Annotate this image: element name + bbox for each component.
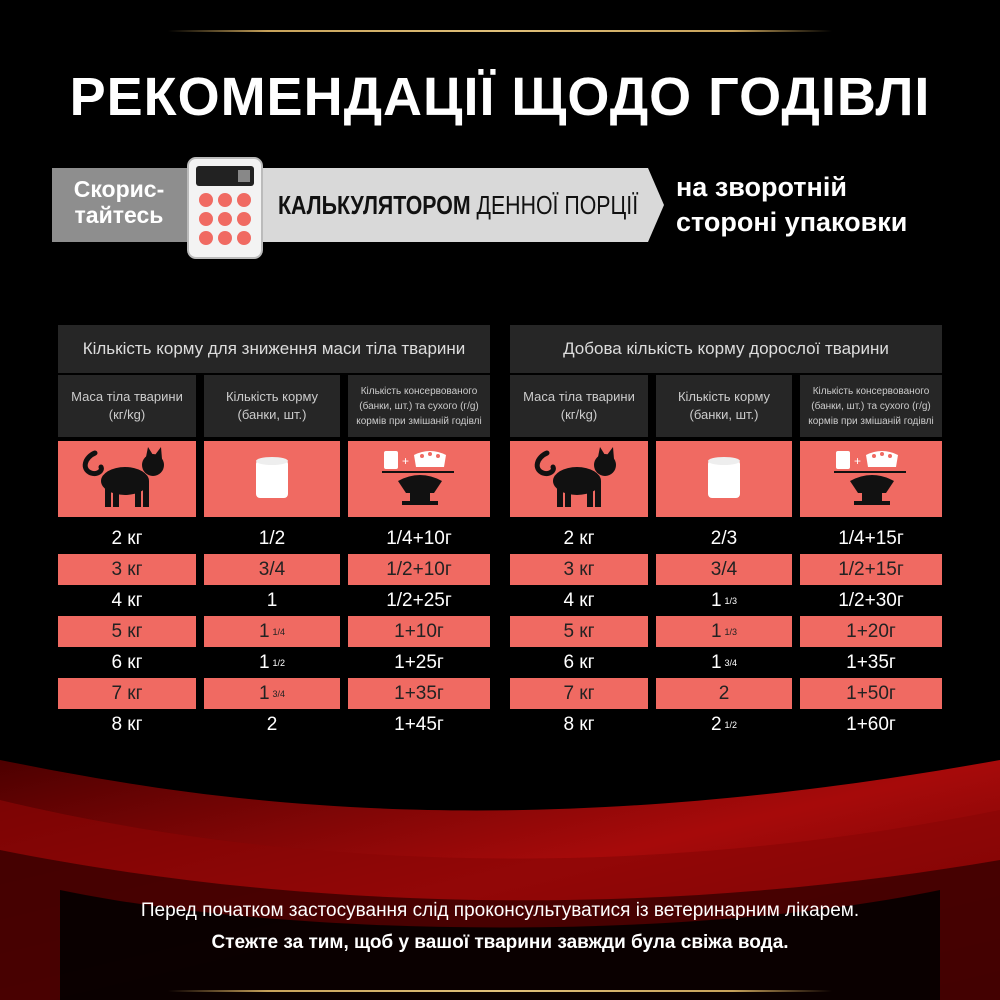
cell-body-mass	[58, 647, 196, 678]
cell-value: 3/4	[710, 558, 738, 580]
column-header-text: Кількість корму	[225, 389, 319, 404]
cat-icon-cell	[510, 441, 648, 517]
cell-value: 1/2+30г	[838, 589, 904, 611]
cell-value: 2	[266, 713, 278, 735]
banner-back-line2: стороні упаковки	[676, 207, 908, 237]
table-header: Добова кількість корму дорослої тварини	[510, 325, 942, 373]
column-header-text: Маса тіла тварини	[71, 389, 183, 404]
cell-value: 2 кг	[563, 527, 595, 549]
weight-loss-table	[58, 325, 490, 735]
cell-cans	[204, 647, 340, 678]
cell-body-mass	[510, 554, 648, 585]
column-header-text: (кг/kg)	[108, 407, 146, 422]
cell-value: 6 кг	[563, 651, 595, 673]
cell-value: 1/2+25г	[386, 589, 452, 611]
cell-value: 8 кг	[111, 713, 143, 735]
column-header-mixed	[800, 375, 942, 437]
table-row	[510, 709, 942, 740]
cell-value: 1+25г	[394, 651, 444, 673]
cell-value: 1+10г	[394, 620, 444, 642]
cell-body-mass	[58, 554, 196, 585]
cell-value: 8 кг	[563, 713, 595, 735]
cell-mixed-feeding	[348, 585, 490, 616]
cell-value: 4 кг	[111, 589, 143, 611]
table-row	[510, 523, 942, 554]
cell-mixed-feeding	[800, 585, 942, 616]
cell-value: 1+35г	[394, 682, 444, 704]
cell-mixed-feeding	[348, 709, 490, 740]
can-icon	[252, 456, 292, 502]
cell-cans	[656, 616, 792, 647]
red-swoosh-decoration	[0, 740, 1000, 1000]
table-row	[58, 616, 490, 647]
cell-value: 2/3	[710, 527, 738, 549]
cell-value: 1+50г	[846, 682, 896, 704]
cell-body-mass	[510, 616, 648, 647]
cell-body-mass	[58, 585, 196, 616]
vet-consult-note: Перед початком застосування слід проконсультуватися із ветеринарним лікарем.	[140, 900, 860, 921]
banner-use-line2: тайтесь	[74, 202, 164, 228]
cell-value: 1	[710, 589, 722, 611]
table-row	[510, 616, 942, 647]
can-and-bowl-icon-cell	[800, 441, 942, 517]
cell-value: 2 кг	[111, 527, 143, 549]
cell-cans	[656, 554, 792, 585]
cell-value: 1/4+10г	[386, 527, 452, 549]
table-row	[58, 554, 490, 585]
column-header-text: Кількість корму	[677, 389, 771, 404]
cell-value: 3/4	[258, 558, 286, 580]
cell-cans	[656, 709, 792, 740]
cell-mixed-feeding	[348, 616, 490, 647]
cell-value: 2	[710, 713, 722, 735]
cell-value: 2	[718, 682, 730, 704]
cell-value: 3 кг	[111, 558, 143, 580]
cell-mixed-feeding	[348, 678, 490, 709]
cell-body-mass	[510, 678, 648, 709]
cell-cans	[204, 678, 340, 709]
column-header-cans	[204, 375, 340, 437]
cat-icon	[77, 447, 177, 511]
cell-value: 5 кг	[111, 620, 143, 642]
banner-calculator-text	[278, 190, 638, 221]
column-header-text: (банки, шт.) та сухого (г/g)	[359, 400, 479, 412]
column-header-mass	[510, 375, 648, 437]
column-header-text: (банки, шт.) та сухого (г/g)	[811, 400, 931, 412]
banner-calculator-regular: ДЕННОЇ ПОРЦІЇ	[470, 190, 639, 220]
column-header-text: Маса тіла тварини	[523, 389, 635, 404]
cell-value: 1+35г	[846, 651, 896, 673]
table-row	[58, 523, 490, 554]
cell-value: 1	[258, 620, 270, 642]
cell-cans	[656, 678, 792, 709]
column-header-text: кормів при змішаній годівлі	[356, 415, 482, 427]
cell-value: 1/4+15г	[838, 527, 904, 549]
can-icon-cell	[656, 441, 792, 517]
table-row	[58, 647, 490, 678]
banner-use-line1: Скорис-	[73, 176, 165, 202]
cell-value: 7 кг	[563, 682, 595, 704]
cell-body-mass	[58, 709, 196, 740]
cell-value: 5 кг	[563, 620, 595, 642]
cell-value: 7 кг	[111, 682, 143, 704]
cell-body-mass	[510, 523, 648, 554]
table-row	[510, 585, 942, 616]
cell-fraction: 1/2	[272, 657, 286, 668]
table-row	[510, 647, 942, 678]
can-and-bowl-icon-cell	[348, 441, 490, 517]
banner-calculator-bold: КАЛЬКУЛЯТОРОМ	[278, 190, 471, 220]
cell-cans	[656, 585, 792, 616]
cell-cans	[656, 523, 792, 554]
cell-value: 1+20г	[846, 620, 896, 642]
cell-mixed-feeding	[800, 616, 942, 647]
column-header-text: (банки, шт.)	[237, 407, 307, 422]
column-header-text: кормів при змішаній годівлі	[808, 415, 934, 427]
column-header-text: (кг/kg)	[560, 407, 598, 422]
calculator-icon	[186, 156, 264, 260]
can-and-bowl-icon	[826, 447, 916, 511]
cell-mixed-feeding	[800, 678, 942, 709]
cell-value: 1	[266, 589, 278, 611]
cell-mixed-feeding	[800, 647, 942, 678]
daily-amount-table	[510, 325, 942, 735]
cell-value: 1/2	[258, 527, 286, 549]
cell-value: 1	[710, 651, 722, 673]
svg-text:+: +	[402, 454, 410, 468]
column-header-text: Кількість консервованого	[360, 385, 478, 397]
cell-fraction: 3/4	[724, 657, 738, 668]
cat-icon-cell	[58, 441, 196, 517]
fresh-water-note: Стежте за тим, щоб у вашої тварини завжди була свіжа вода.	[211, 932, 789, 953]
can-icon-cell	[204, 441, 340, 517]
cell-body-mass	[510, 647, 648, 678]
cell-body-mass	[510, 585, 648, 616]
svg-text:+: +	[854, 454, 862, 468]
cell-body-mass	[58, 678, 196, 709]
cell-value: 6 кг	[111, 651, 143, 673]
cell-fraction: 1/3	[724, 595, 738, 606]
column-header-text: Кількість консервованого	[812, 385, 930, 397]
column-header-mass	[58, 375, 196, 437]
banner-back-line1: на зворотній	[676, 172, 847, 202]
cell-mixed-feeding	[800, 554, 942, 585]
cell-cans	[204, 554, 340, 585]
banner-back-side-text	[676, 170, 907, 240]
can-icon	[704, 456, 744, 502]
cell-cans	[204, 585, 340, 616]
table-header: Кількість корму для зниження маси тіла тварини	[58, 325, 490, 373]
cell-value: 4 кг	[563, 589, 595, 611]
cell-mixed-feeding	[348, 554, 490, 585]
cell-mixed-feeding	[800, 523, 942, 554]
cell-cans	[204, 709, 340, 740]
cell-body-mass	[510, 709, 648, 740]
cell-fraction: 3/4	[272, 688, 286, 699]
bottom-gold-divider	[168, 990, 832, 992]
cell-value: 1+45г	[394, 713, 444, 735]
page-title: РЕКОМЕНДАЦІЇ ЩОДО ГОДІВЛІ	[69, 67, 931, 127]
column-header-mixed	[348, 375, 490, 437]
cell-mixed-feeding	[348, 523, 490, 554]
column-header-text: (банки, шт.)	[689, 407, 759, 422]
column-header-cans	[656, 375, 792, 437]
cell-mixed-feeding	[800, 709, 942, 740]
cell-body-mass	[58, 616, 196, 647]
table-row	[510, 678, 942, 709]
cell-value: 1+60г	[846, 713, 896, 735]
table-row	[58, 585, 490, 616]
cat-icon	[529, 447, 629, 511]
banner-use-text	[64, 176, 174, 228]
table-row	[510, 554, 942, 585]
can-and-bowl-icon	[374, 447, 464, 511]
top-gold-divider	[168, 30, 832, 32]
cell-value: 1	[710, 620, 722, 642]
cell-cans	[656, 647, 792, 678]
cell-body-mass	[58, 523, 196, 554]
cell-fraction: 1/3	[724, 626, 738, 637]
cell-cans	[204, 523, 340, 554]
table-row	[58, 678, 490, 709]
cell-mixed-feeding	[348, 647, 490, 678]
cell-value: 1/2+10г	[386, 558, 452, 580]
cell-fraction: 1/4	[272, 626, 286, 637]
cell-value: 1	[258, 651, 270, 673]
table-row	[58, 709, 490, 740]
cell-fraction: 1/2	[724, 719, 738, 730]
cell-cans	[204, 616, 340, 647]
cell-value: 3 кг	[563, 558, 595, 580]
cell-value: 1/2+15г	[838, 558, 904, 580]
cell-value: 1	[258, 682, 270, 704]
